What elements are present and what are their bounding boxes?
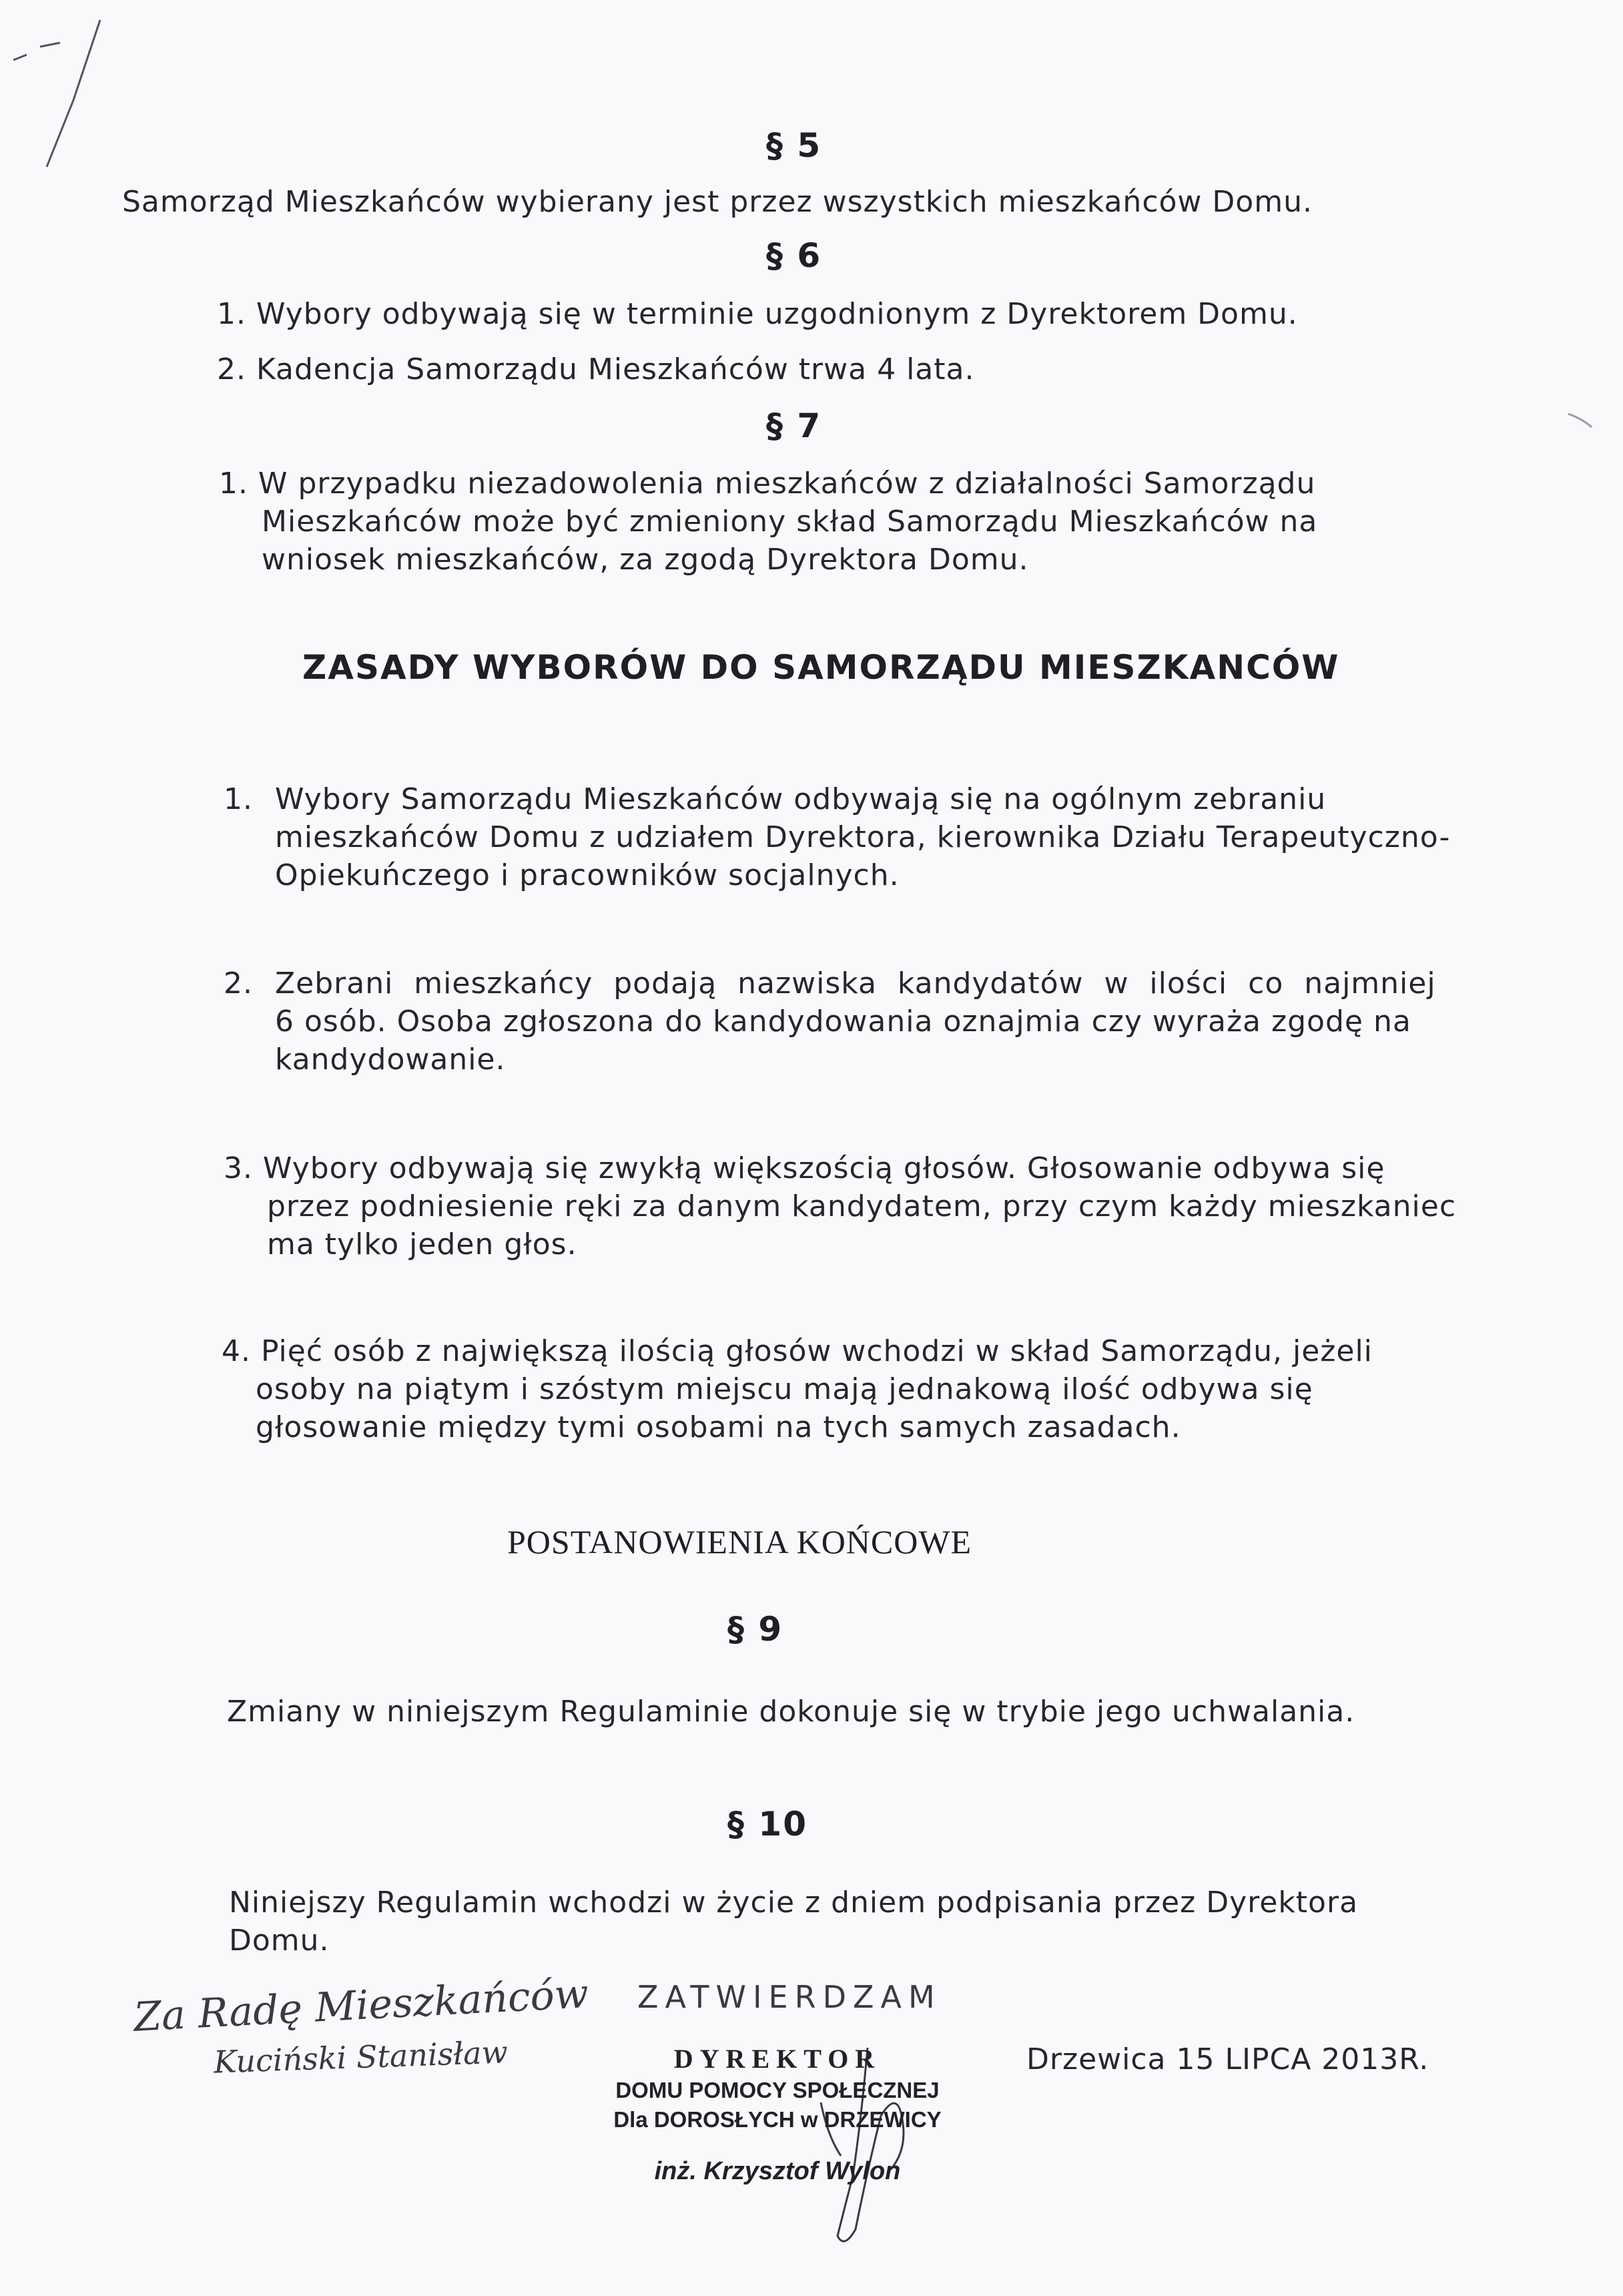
stamp-line: DOMU POMOCY SPOŁECZNEJ <box>615 2078 940 2102</box>
council-signature: Kuciński Stanisław <box>213 2034 509 2080</box>
rule-line: Zebrani mieszkańcy podają nazwiska kandydatów w ilości co najmniej <box>275 966 1436 1000</box>
list-item-line: Mieszkańców może być zmieniony skład Samorządu Mieszkańców na <box>262 505 1318 539</box>
rule-number: 1. <box>224 782 253 816</box>
rule-line: głosowanie między tymi osobami na tych samych zasadach. <box>256 1410 1181 1444</box>
place-date: Drzewica 15 LIPCA 2013R. <box>1026 2042 1429 2076</box>
section-heading: § 7 <box>766 406 822 445</box>
rule-line: mieszkańców Domu z udziałem Dyrektora, kierownika Działu Terapeutyczno- <box>275 820 1451 854</box>
scan-corner-mark <box>13 43 60 60</box>
approval-handwriting: ZATWIERDZAM <box>637 1979 942 2015</box>
section-heading: § 9 <box>727 1610 783 1649</box>
section-text-line: Domu. <box>229 1924 330 1958</box>
list-item-line: 1. W przypadku niezadowolenia mieszkańców z działalności Samorządu <box>219 467 1316 501</box>
stamp-name: inż. Krzysztof Wylon <box>654 2157 901 2185</box>
rule-line: kandydowanie. <box>275 1043 506 1077</box>
rule-line: ma tylko jeden głos. <box>267 1227 577 1261</box>
rule-line: Wybory Samorządu Mieszkańców odbywają się na ogólnym zebraniu <box>275 782 1327 816</box>
section-text: Zmiany w niniejszym Regulaminie dokonuje się w trybie jego uchwalania. <box>227 1695 1355 1729</box>
section-heading: § 6 <box>766 236 822 275</box>
rule-line: 4. Pięć osób z największą ilością głosów wchodzi w skład Samorządu, jeżeli <box>222 1334 1373 1368</box>
section-heading: § 10 <box>727 1805 807 1843</box>
section-text-line: Niniejszy Regulamin wchodzi w życie z dniem podpisania przez Dyrektora <box>229 1886 1359 1920</box>
section-text: Samorząd Mieszkańców wybierany jest przez wszystkich mieszkańców Domu. <box>122 185 1313 219</box>
list-item: 1. Wybory odbywają się w terminie uzgodnionym z Dyrektorem Domu. <box>217 297 1298 331</box>
rule-line: przez podniesienie ręki za danym kandydatem, przy czym każdy mieszkaniec <box>267 1189 1457 1223</box>
director-stamp <box>584 2042 971 2192</box>
scan-margin-mark <box>1568 414 1592 427</box>
rule-line: 6 osób. Osoba zgłoszona do kandydowania oznajmia czy wyraża zgodę na <box>275 1005 1411 1039</box>
rule-line: osoby na piątym i szóstym miejscu mają jednakową ilość odbywa się <box>256 1372 1313 1406</box>
stamp-line: Dla DOROSŁYCH w DRZEWICY <box>613 2107 942 2132</box>
section-heading: § 5 <box>766 126 822 165</box>
list-item: 2. Kadencja Samorządu Mieszkańców trwa 4 lata. <box>217 352 975 386</box>
list-item-line: wniosek mieszkańców, za zgodą Dyrektora Domu. <box>262 543 1029 577</box>
rule-line: 3. Wybory odbywają się zwykłą większością głosów. Głosowanie odbywa się <box>224 1151 1385 1185</box>
council-handwriting: Za Radę Mieszkańców <box>132 1970 590 2041</box>
rules-heading: ZASADY WYBORÓW DO SAMORZĄDU MIESZKANCÓW <box>302 648 1340 687</box>
rule-number: 2. <box>224 966 253 1000</box>
scan-corner-mark <box>47 20 100 167</box>
stamp-title: DYREKTOR <box>673 2044 882 2074</box>
rule-line: Opiekuńczego i pracowników socjalnych. <box>275 858 900 892</box>
final-heading: POSTANOWIENIA KOŃCOWE <box>507 1523 972 1560</box>
